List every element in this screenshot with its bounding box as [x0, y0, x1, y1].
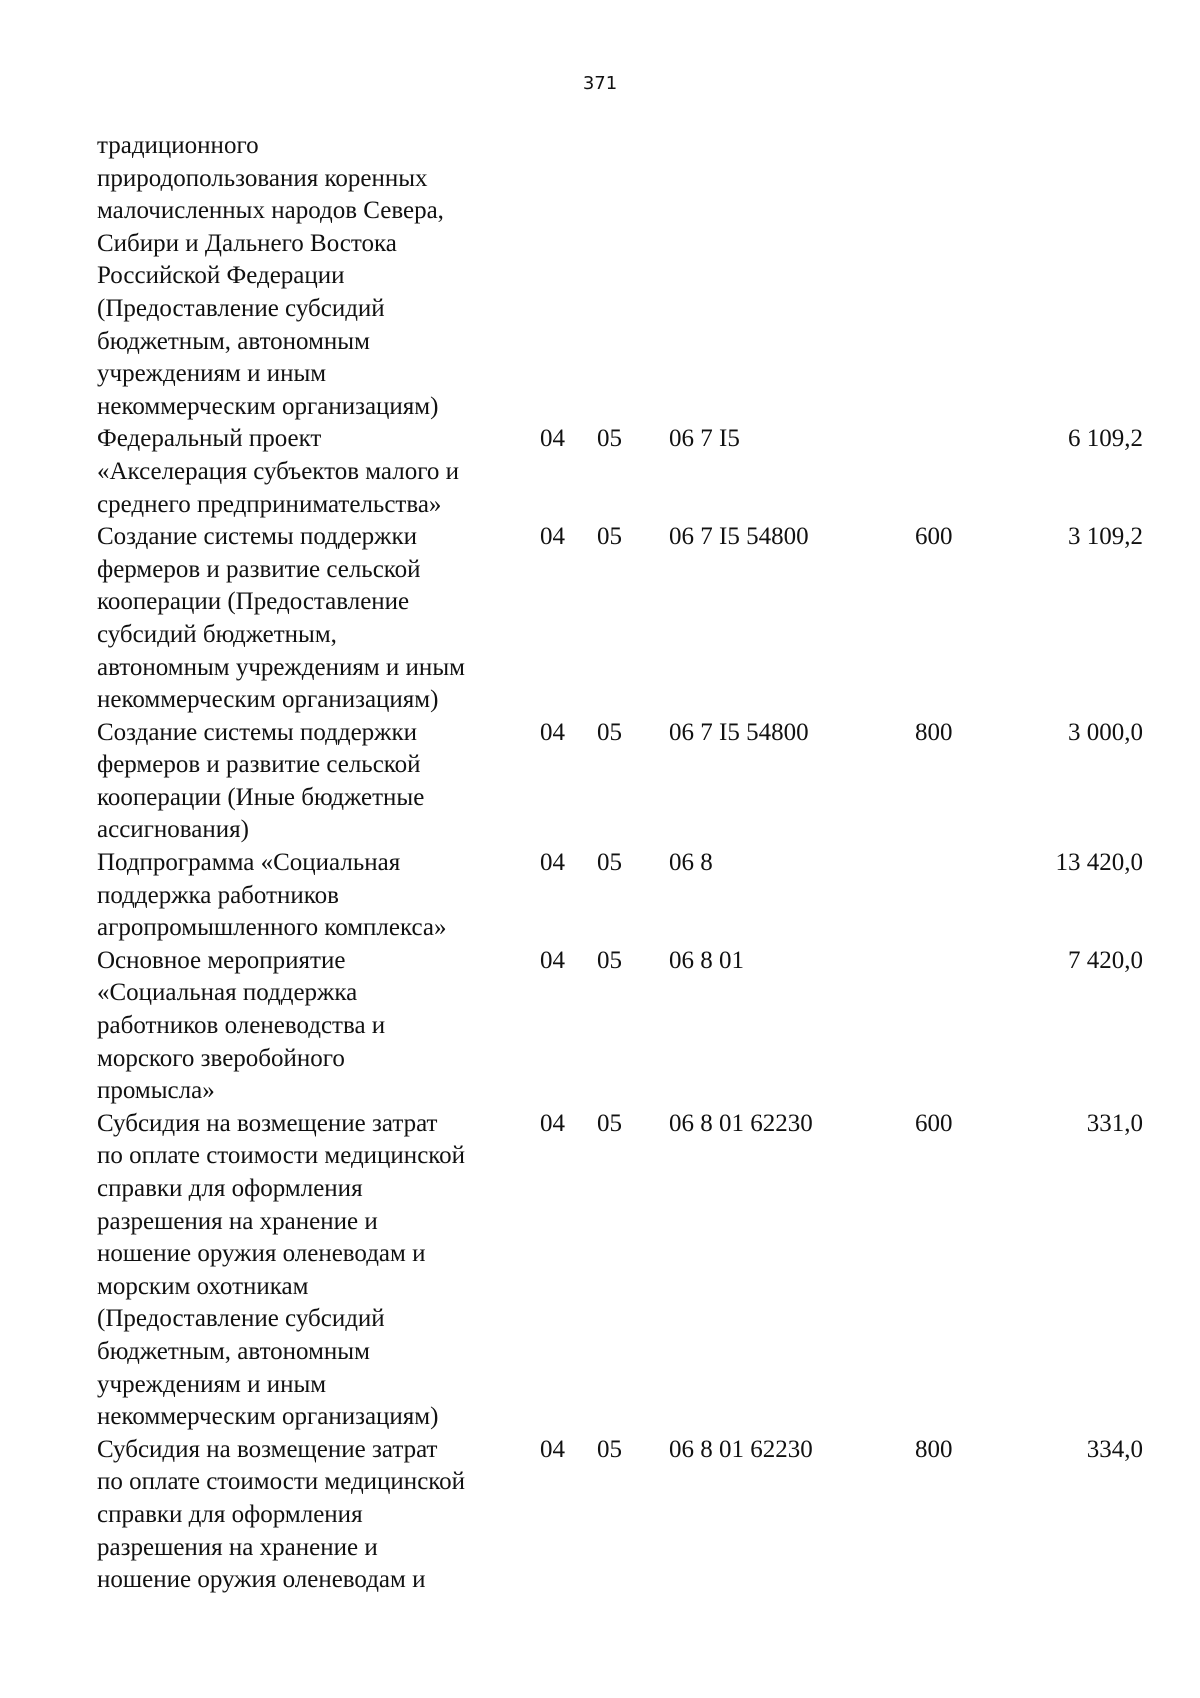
section-code: 04 [540, 849, 565, 877]
row-name-line: кооперации (Иные бюджетные [97, 783, 425, 811]
row-name-line: бюджетным, автономным [97, 1337, 370, 1365]
table-row [97, 717, 1143, 847]
row-name-line: некоммерческим организациям) [97, 1403, 439, 1431]
table-row [97, 1434, 1143, 1597]
row-name-line: некоммерческим организациям) [97, 392, 439, 420]
row-name-line: традиционного [97, 132, 259, 159]
expense-type-code: 800 [915, 1435, 953, 1463]
row-name-line: морским охотникам [97, 1272, 309, 1300]
subsection-code: 05 [597, 425, 622, 453]
section-code: 04 [540, 1435, 565, 1463]
row-name-line: Субсидия на возмещение затрат [97, 1435, 438, 1463]
table-row [97, 130, 1143, 423]
target-article-code: 06 7 I5 54800 [669, 718, 809, 746]
row-name-line: по оплате стоимости медицинской [97, 1468, 466, 1496]
amount: 334,0 [1086, 1435, 1143, 1463]
row-name [97, 945, 540, 1108]
budget-table [97, 130, 1143, 1597]
amount: 3 000,0 [1068, 718, 1143, 746]
row-name-line: разрешения на хранение и [97, 1533, 378, 1561]
row-name-line: агропромышленного комплекса» [97, 914, 447, 942]
table-row [97, 847, 1143, 945]
row-name [97, 423, 540, 521]
row-name-line: Подпрограмма «Социальная [97, 849, 401, 877]
row-name-line: морского зверобойного [97, 1044, 345, 1072]
row-name-line: ношение оружия оленеводам и [97, 1566, 426, 1594]
row-name [97, 1434, 540, 1597]
expense-type-code: 800 [915, 718, 953, 746]
row-name [97, 847, 540, 945]
row-name-line: (Предоставление субсидий [97, 294, 385, 322]
row-name-line: среднего предпринимательства» [97, 490, 442, 518]
section-code: 04 [540, 946, 565, 974]
row-name-line: бюджетным, автономным [97, 327, 370, 355]
row-name-line: Создание системы поддержки [97, 523, 417, 551]
expense-type-code: 600 [915, 523, 953, 551]
subsection-code: 05 [597, 718, 622, 746]
expense-type-code: 600 [915, 1109, 953, 1137]
target-article-code: 06 8 [669, 849, 713, 877]
row-name-line: учреждениям и иным [97, 360, 327, 388]
row-name-line: автономным учреждениям и иным [97, 653, 465, 681]
subsection-code: 05 [597, 1109, 622, 1137]
row-name-line: «Акселерация субъектов малого и [97, 457, 459, 485]
amount: 7 420,0 [1068, 946, 1143, 974]
row-name-line: учреждениям и иным [97, 1370, 327, 1398]
row-name-line: некоммерческим организациям) [97, 686, 439, 714]
page-number: 371 [582, 73, 618, 94]
target-article-code: 06 8 01 [669, 946, 744, 974]
row-name-line: малочисленных народов Севера, [97, 197, 444, 225]
row-name-line: Субсидия на возмещение затрат [97, 1109, 438, 1137]
row-name-line: промысла» [97, 1077, 215, 1105]
row-name-line: фермеров и развитие сельской [97, 555, 421, 583]
row-name-line: «Социальная поддержка [97, 979, 358, 1007]
row-name [97, 130, 540, 423]
section-code: 04 [540, 425, 565, 453]
subsection-code: 05 [597, 849, 622, 877]
target-article-code: 06 7 I5 54800 [669, 523, 809, 551]
row-name-line: поддержка работников [97, 881, 339, 909]
row-name-line: Российской Федерации [97, 262, 345, 290]
row-name-line: природопользования коренных [97, 164, 428, 192]
row-name-line: по оплате стоимости медицинской [97, 1142, 466, 1170]
section-code: 04 [540, 523, 565, 551]
target-article-code: 06 8 01 62230 [669, 1435, 813, 1463]
row-name-line: справки для оформления [97, 1500, 363, 1528]
section-code: 04 [540, 718, 565, 746]
table-row [97, 945, 1143, 1108]
row-name [97, 521, 540, 717]
row-name [97, 1108, 540, 1434]
row-name-line: субсидий бюджетным, [97, 620, 337, 648]
row-name-line: (Предоставление субсидий [97, 1305, 385, 1333]
subsection-code: 05 [597, 946, 622, 974]
row-name-line: ношение оружия оленеводам и [97, 1240, 426, 1268]
target-article-code: 06 7 I5 [669, 425, 740, 453]
row-name-line: Основное мероприятие [97, 946, 346, 974]
row-name-line: Создание системы поддержки [97, 718, 417, 746]
row-name-line: справки для оформления [97, 1175, 363, 1202]
row-name-line: работников оленеводства и [97, 1012, 386, 1040]
row-name-line: фермеров и развитие сельской [97, 751, 421, 779]
row-name-line: ассигнования) [97, 816, 249, 844]
amount: 331,0 [1086, 1109, 1143, 1137]
row-name-line: разрешения на хранение и [97, 1207, 378, 1235]
row-name-line: Сибири и Дальнего Востока [97, 229, 397, 257]
row-name-line: Федеральный проект [97, 425, 322, 453]
row-name-line: кооперации (Предоставление [97, 588, 410, 616]
row-name [97, 717, 540, 847]
subsection-code: 05 [597, 523, 622, 551]
amount: 13 420,0 [1055, 849, 1143, 877]
section-code: 04 [540, 1109, 565, 1137]
amount: 3 109,2 [1068, 523, 1143, 551]
table-row [97, 521, 1143, 717]
amount: 6 109,2 [1068, 425, 1143, 453]
table-row [97, 1108, 1143, 1434]
target-article-code: 06 8 01 62230 [669, 1109, 813, 1137]
subsection-code: 05 [597, 1435, 622, 1463]
table-row [97, 423, 1143, 521]
